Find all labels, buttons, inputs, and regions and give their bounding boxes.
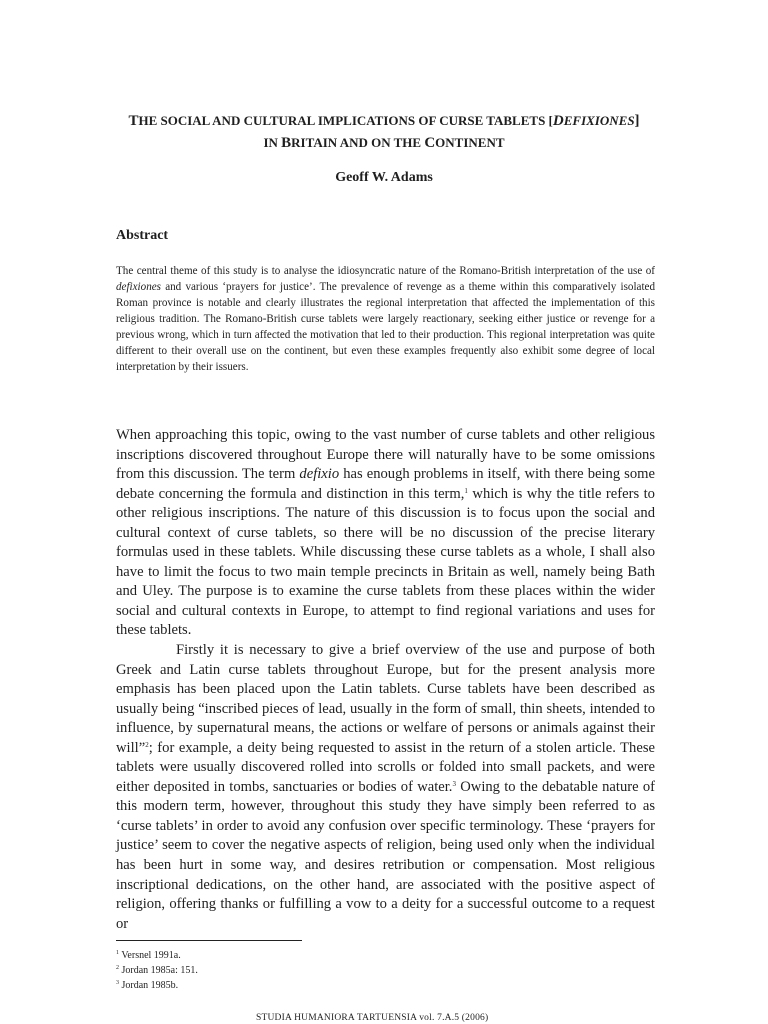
footnote-ref-1[interactable]: 1 [464,486,468,495]
title-line-2: IN BRITAIN AND ON THE CONTINENT [263,135,505,151]
footnotes [116,948,198,993]
paragraph-2: Firstly it is necessary to give a brief overview of the use and purpose of both Greek and Latin curse tablets throughout Europe, but for the present analysis more emphasis has been placed upon the Latin tablets. Curse tablets have been described as usually being “inscribed pieces of lead, usually in the form of small, thin sheets, intended to influence, by supernatural means, the actions or welfare of persons or animals against their will”$^2$; for example, a deity being requested to assist in the return of a stolen article. These tablets were usually discovered rolled into scrolls or folded into small packets, and were either deposited in tombs, sanctuaries or bodies of water.$^3$ Owing to the debatable nature of this modern term, however, throughout this study they have simply been referred to as ‘curse tablets’ in order to avoid any confusion over specific terminology. These ‘prayers for justice’ seem to cover the negative aspects of religion, being used only when the individual has been hurt in some way, and desires retribution or compensation. Most religious inscriptional dedications, on the other hand, are associated with the positive aspect of religion, offering thanks or fulfilling a vow to a deity for a successful outcome to a request or [116,642,655,932]
journal-footer: STUDIA HUMANIORA TARTUENSIA vol. 7.A.5 (2006) [256,1013,489,1023]
abstract-heading: Abstract [116,228,169,243]
footnote-3: $^3$ Jordan 1985b. [116,980,179,991]
footnote-2: $^2$ Jordan 1985a: 151. [116,965,198,976]
footnote-ref-2[interactable]: 2 [145,740,149,749]
footnote-divider [116,940,302,941]
paragraph-1: When approaching this topic, owing to the vast number of curse tablets and other religious inscriptions discovered throughout Europe there will naturally have to be some omissions from this discussion. The term defixio has enough problems in itself, with there being some debate concerning the formula and distinction in this term,$^1$ which is why the title refers to other religious inscriptions. The nature of this discussion is to focus upon the social and cultural context of curse tablets, so there will be no discussion of the precise literary formulas used in these tablets. While discussing these curse tablets as a whole, I shall also have to limit the focus to two main temple precincts in Britain as well, namely being Bath and Uley. The purpose is to examine the curse tablets from these places within the wider social and cultural contexts in Europe, to attempt to find regional variations and uses for these tablets. [116,427,655,639]
footnote-ref-3[interactable]: 3 [452,779,456,788]
abstract-text: The central theme of this study is to analyse the idiosyncratic nature of the Romano-British interpretation of the use of defixiones and various ‘prayers for justice’. The prevalence of revenge as a theme within this comparatively isolated Roman province is notable and clearly illustrates the regional interpretation that affected the implementation of this religious tradition. The Romano-British curse tablets were largely reactionary, seeking either justice or revenge for a previous wrong, which in turn affected the motivation that led to their production. This regional interpretation was quite different to their overall use on the continent, but even these examples frequently also exhibit some degree of local interpretation by their issuers. [116,265,655,373]
author-name: Geoff W. Adams [335,170,433,185]
footnote-1: $^1$ Versnel 1991a. [116,950,181,961]
body-text [116,426,655,934]
title-line-1: THE SOCIAL AND CULTURAL IMPLICATIONS OF CURSE TABLETS [DEFIXIONES] [128,113,640,129]
paper-title [0,110,768,154]
